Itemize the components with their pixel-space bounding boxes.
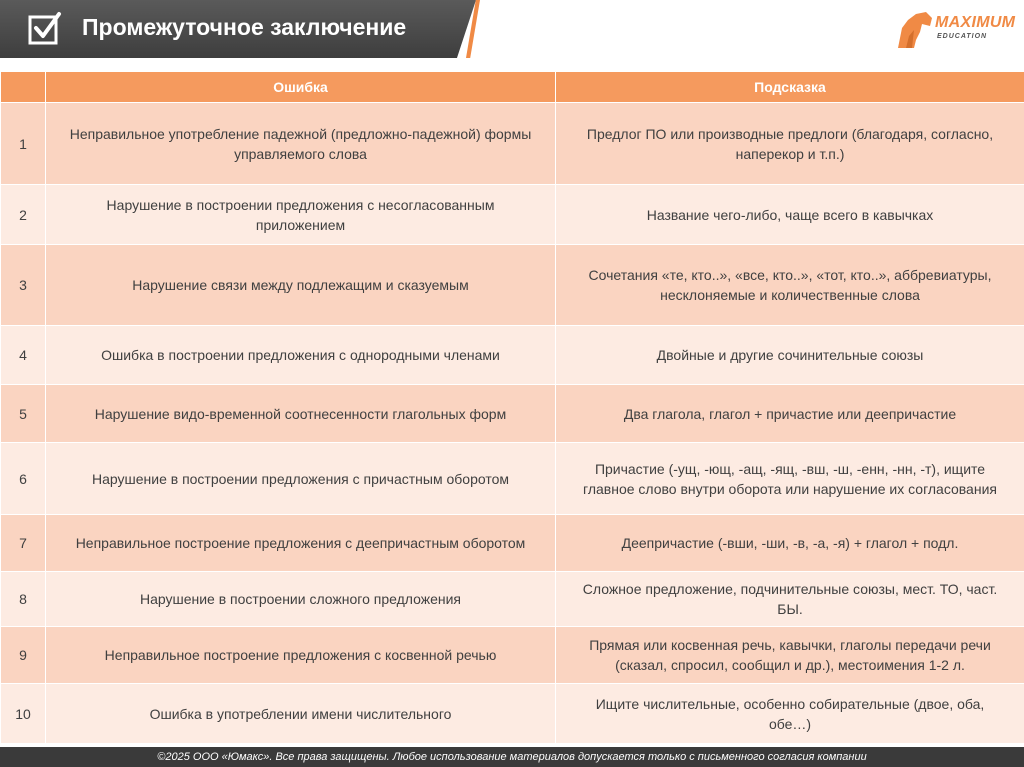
table-row (1, 572, 1024, 627)
error-cell: Ошибка в построении предложения с однородными членами (46, 326, 556, 385)
hint-cell: Два глагола, глагол + причастие или деепричастие (556, 385, 1024, 443)
logo-subtitle: EDUCATION (937, 33, 988, 40)
row-number: 8 (1, 572, 46, 627)
hint-cell: Сочетания «те, кто..», «все, кто..», «тот, кто..», аббревиатуры, несклоняемые и количественные слова (556, 245, 1024, 326)
row-number: 6 (1, 443, 46, 515)
hint-cell: Ищите числительные, особенно собирательные (двое, оба, обе…) (556, 684, 1024, 744)
row-number: 7 (1, 515, 46, 572)
table-row (1, 515, 1024, 572)
error-cell: Неправильное построение предложения с деепричастным оборотом (46, 515, 556, 572)
row-number: 4 (1, 326, 46, 385)
hint-cell: Причастие (-ущ, -ющ, -ащ, -ящ, -вш, -ш, -енн, -нн, -т), ищите главное слово внутри оборота или нарушение их согласования (556, 443, 1024, 515)
row-number: 2 (1, 185, 46, 245)
error-cell: Нарушение связи между подлежащим и сказуемым (46, 245, 556, 326)
hint-cell: Сложное предложение, подчинительные союзы, мест. ТО, част. БЫ. (556, 572, 1024, 627)
header (0, 0, 1024, 60)
hint-cell: Название чего-либо, чаще всего в кавычках (556, 185, 1024, 245)
hint-cell: Предлог ПО или производные предлоги (благодаря, согласно, наперекор и т.п.) (556, 103, 1024, 185)
error-cell: Нарушение в построении сложного предложения (46, 572, 556, 627)
error-cell: Ошибка в употреблении имени числительного (46, 684, 556, 744)
table-row (1, 185, 1024, 245)
column-header-error: Ошибка (46, 72, 556, 103)
hint-cell: Деепричастие (-вши, -ши, -в, -а, -я) + глагол + подл. (556, 515, 1024, 572)
column-header-number (1, 72, 46, 103)
errors-table (0, 71, 1024, 744)
logo-name: MAXIMUM (935, 14, 1016, 31)
row-number: 9 (1, 627, 46, 684)
error-cell: Неправильное употребление падежной (предложно-падежной) формы управляемого слова (46, 103, 556, 185)
table-row (1, 245, 1024, 326)
table-row (1, 385, 1024, 443)
table-row (1, 326, 1024, 385)
table-row (1, 684, 1024, 744)
table-header-row (1, 72, 1024, 103)
table-row (1, 103, 1024, 185)
hint-cell: Прямая или косвенная речь, кавычки, глаголы передачи речи (сказал, спросил, сообщил и др.), местоимения 1-2 л. (556, 627, 1024, 684)
row-number: 5 (1, 385, 46, 443)
error-cell: Нарушение в построении предложения с несогласованным приложением (46, 185, 556, 245)
error-cell: Нарушение видо-временной соотнесенности глагольных форм (46, 385, 556, 443)
hint-cell: Двойные и другие сочинительные союзы (556, 326, 1024, 385)
error-cell: Неправильное построение предложения с косвенной речью (46, 627, 556, 684)
copyright-footer: ©2025 ООО «Юмакс». Все права защищены. Любое использование материалов допускается только с письменного согласия компании (0, 747, 1024, 767)
row-number: 1 (1, 103, 46, 185)
page-title: Промежуточное заключение (82, 14, 407, 40)
table-row (1, 627, 1024, 684)
table-row (1, 443, 1024, 515)
checkbox-icon (28, 11, 62, 45)
error-cell: Нарушение в построении предложения с причастным оборотом (46, 443, 556, 515)
column-header-hint: Подсказка (556, 72, 1024, 103)
row-number: 3 (1, 245, 46, 326)
row-number: 10 (1, 684, 46, 744)
